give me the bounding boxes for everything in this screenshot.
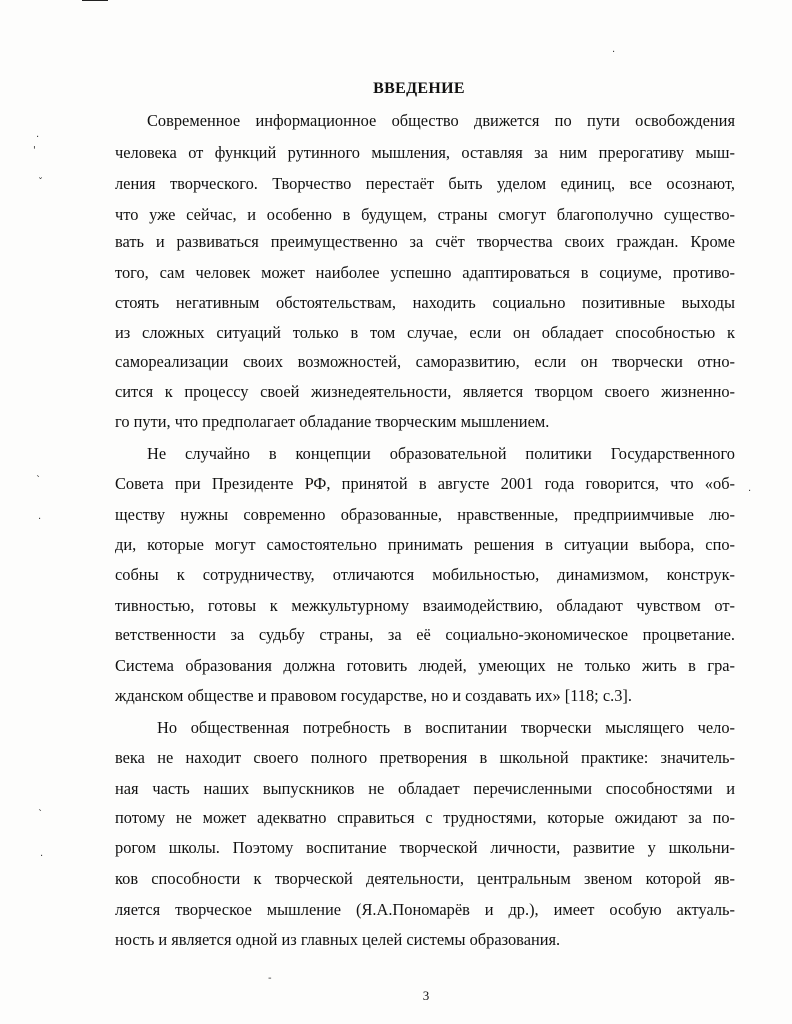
text-line: Не случайно в концепции образовательной политики Государственного <box>147 444 735 463</box>
scan-top-rule <box>82 0 108 1</box>
scan-speck: · <box>612 47 616 58</box>
text-line: потому не может адекватно справиться с трудностями, которые ожидают за по- <box>115 808 735 827</box>
text-line: вать и развиваться преимущественно за счёт творчества своих граждан. Кроме <box>115 232 735 251</box>
scan-speck: ˋ <box>36 475 41 486</box>
text-line: сится к процессу своей жизнедеятельности, является творцом своего жизненно- <box>115 382 735 401</box>
page-title: ВВЕДЕНИЕ <box>373 80 465 97</box>
text-line: собны к сотрудничеству, отличаются мобильностью, динамизмом, конструк- <box>115 565 735 584</box>
text-line: ков способности к творческой деятельности, центральным звеном которой яв- <box>115 869 735 888</box>
scan-speck: ' <box>33 145 36 156</box>
text-line: тивностью, готовы к межкультурному взаимодействию, обладают чувством от- <box>115 596 735 615</box>
scan-speck: ˇ <box>38 177 43 188</box>
text-line: рогом школы. Поэтому воспитание творческой личности, развитие у школьни- <box>115 838 735 857</box>
text-line: ность и является одной из главных целей системы образования. <box>115 930 561 949</box>
text-line: ная часть наших выпускников не обладает перечисленными способностями и <box>115 779 735 798</box>
text-line: ди, которые могут самостоятельно принимать решения в ситуации выбора, спо- <box>115 535 735 554</box>
scan-speck: ˋ <box>38 809 43 820</box>
text-line: ветственности за судьбу страны, за её социально-экономическое процветание. <box>115 625 735 644</box>
text-line: стоять негативным обстоятельствам, находить социально позитивные выходы <box>115 293 735 312</box>
text-line: Современное информационное общество движется по пути освобождения <box>147 111 735 130</box>
text-line: человека от функций рутинного мышления, оставляя за ним прерогативу мыш- <box>115 143 735 162</box>
text-line: века не находит своего полного претворения в школьной практике: значитель- <box>115 748 735 767</box>
text-line: ляется творческое мышление (Я.А.Пономарёв и др.), имеет особую актуаль- <box>115 900 735 919</box>
text-line: Но общественная потребность в воспитании творчески мыслящего чело- <box>157 718 735 737</box>
scan-speck: · <box>36 132 40 143</box>
text-line: го пути, что предполагает обладание творческим мышлением. <box>115 412 550 431</box>
text-line: из сложных ситуаций только в том случае, если он обладает способностью к <box>115 323 735 342</box>
text-line: самореализации своих возможностей, саморазвитию, если он творчески отно- <box>115 352 735 371</box>
text-line: Система образования должна готовить людей, умеющих не только жить в гра- <box>115 656 735 675</box>
text-line: жданском обществе и правовом государстве, но и создавать их» [118; с.3]. <box>115 686 632 705</box>
text-line: что уже сейчас, и особенно в будущем, страны смогут благополучно существо- <box>115 205 735 224</box>
page-number: 3 <box>422 988 430 1003</box>
scan-speck: · <box>40 851 44 862</box>
text-line: того, сам человек может наиболее успешно адаптироваться в социуме, противо- <box>115 263 735 282</box>
scan-speck: · <box>38 514 42 525</box>
text-line: ления творческого. Творчество перестаёт быть уделом единиц, все осознают, <box>115 174 735 193</box>
text-line: ществу нужны современно образованные, нравственные, предприимчивые лю- <box>115 505 735 524</box>
scan-speck: ‑ <box>268 973 272 984</box>
scan-speck: · <box>748 486 752 497</box>
text-line: Совета при Президенте РФ, принятой в августе 2001 года говорится, что «об- <box>115 474 735 493</box>
